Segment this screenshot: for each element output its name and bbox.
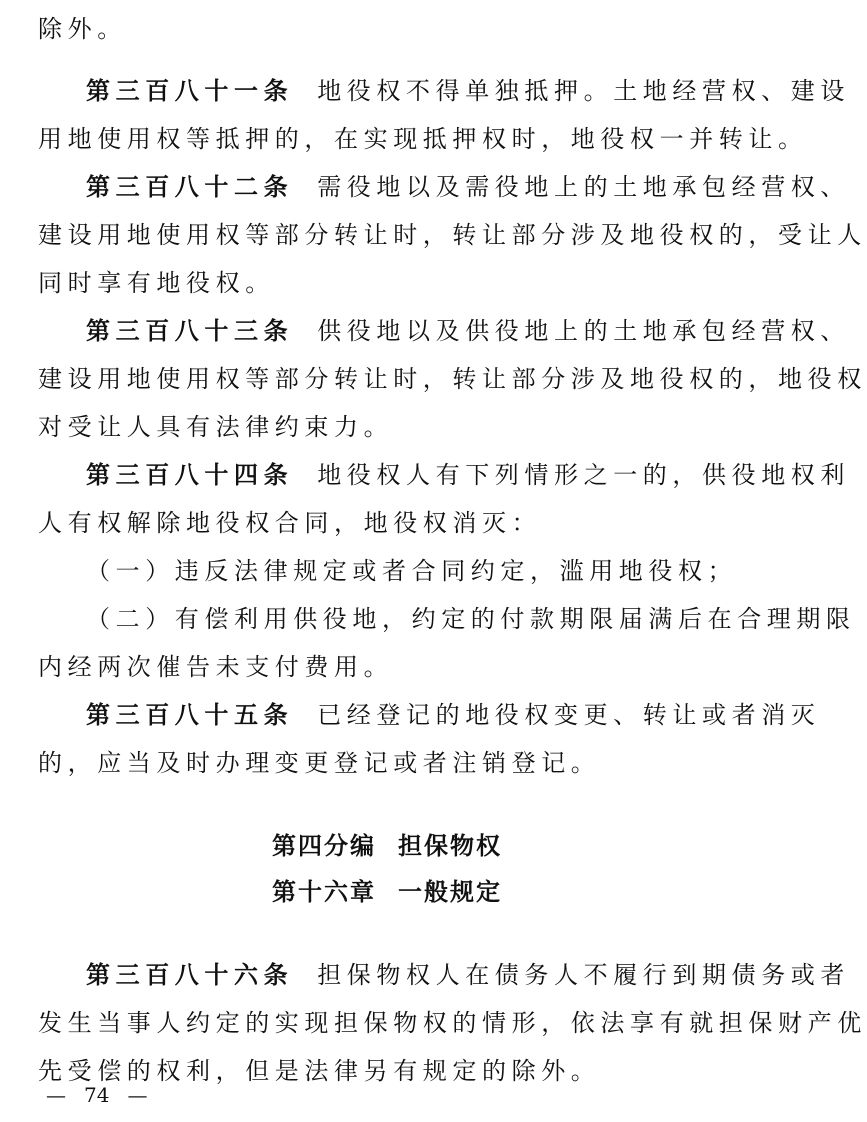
article-386-line-3: 先受偿的权利，但是法律另有规定的除外。 [38,1057,601,1085]
article-383-line-1 [38,315,851,347]
page-footer [46,1081,147,1109]
part-title: 担保物权 [398,832,502,860]
chapter-heading [38,876,760,908]
article-384-label: 第三百八十四条 [86,461,294,489]
article-384-item-2-line-1: （二）有偿利用供役地，约定的付款期限届满后在合理期限 [86,605,856,633]
article-382-text: 需役地以及需役地上的土地承包经营权、 [317,173,851,201]
article-384-line-1 [38,459,851,491]
page-number: 74 [84,1083,110,1107]
article-383-label: 第三百八十三条 [86,317,294,345]
article-383-text: 供役地以及供役地上的土地承包经营权、 [317,317,851,345]
article-386-line-1 [38,959,851,991]
article-384-item-2-line-2: 内经两次催告未支付费用。 [38,653,394,681]
part-heading [38,830,760,862]
article-382-line-2: 建设用地使用权等部分转让时，转让部分涉及地役权的，受让人 [38,221,867,249]
article-384-text: 地役权人有下列情形之一的，供役地权利 [317,461,851,489]
article-385-line-2: 的，应当及时办理变更登记或者注销登记。 [38,749,601,777]
article-382-label: 第三百八十二条 [86,173,294,201]
part-number: 第四分编 [272,832,376,860]
article-381-line-1 [38,75,851,107]
article-385-line-1 [38,699,821,731]
article-384-item-1: （一）违反法律规定或者合同约定，滥用地役权； [86,557,738,585]
article-386-text: 担保物权人在债务人不履行到期债务或者 [317,961,851,989]
article-384-line-2: 人有权解除地役权合同，地役权消灭： [38,509,542,537]
article-382-line-3: 同时享有地役权。 [38,269,275,297]
footer-dash-left: — [46,1083,66,1107]
article-383-line-3: 对受让人具有法律约束力。 [38,413,394,441]
chapter-title: 一般规定 [398,878,502,906]
footer-dash-right: — [127,1083,148,1107]
article-381-text: 地役权不得单独抵押。土地经营权、建设 [317,77,851,105]
article-385-text: 已经登记的地役权变更、转让或者消灭 [317,701,821,729]
article-386-line-2: 发生当事人约定的实现担保物权的情形，依法享有就担保财产优 [38,1009,867,1037]
text-line: 除外。 [38,15,127,43]
article-383-line-2: 建设用地使用权等部分转让时，转让部分涉及地役权的，地役权 [38,365,867,393]
chapter-number: 第十六章 [272,878,376,906]
document-page [38,0,867,1087]
article-386-label: 第三百八十六条 [86,961,294,989]
article-381-line-2: 用地使用权等抵押的，在实现抵押权时，地役权一并转让。 [38,125,808,153]
article-385-label: 第三百八十五条 [86,701,294,729]
article-382-line-1 [38,171,851,203]
article-381-label: 第三百八十一条 [86,77,294,105]
